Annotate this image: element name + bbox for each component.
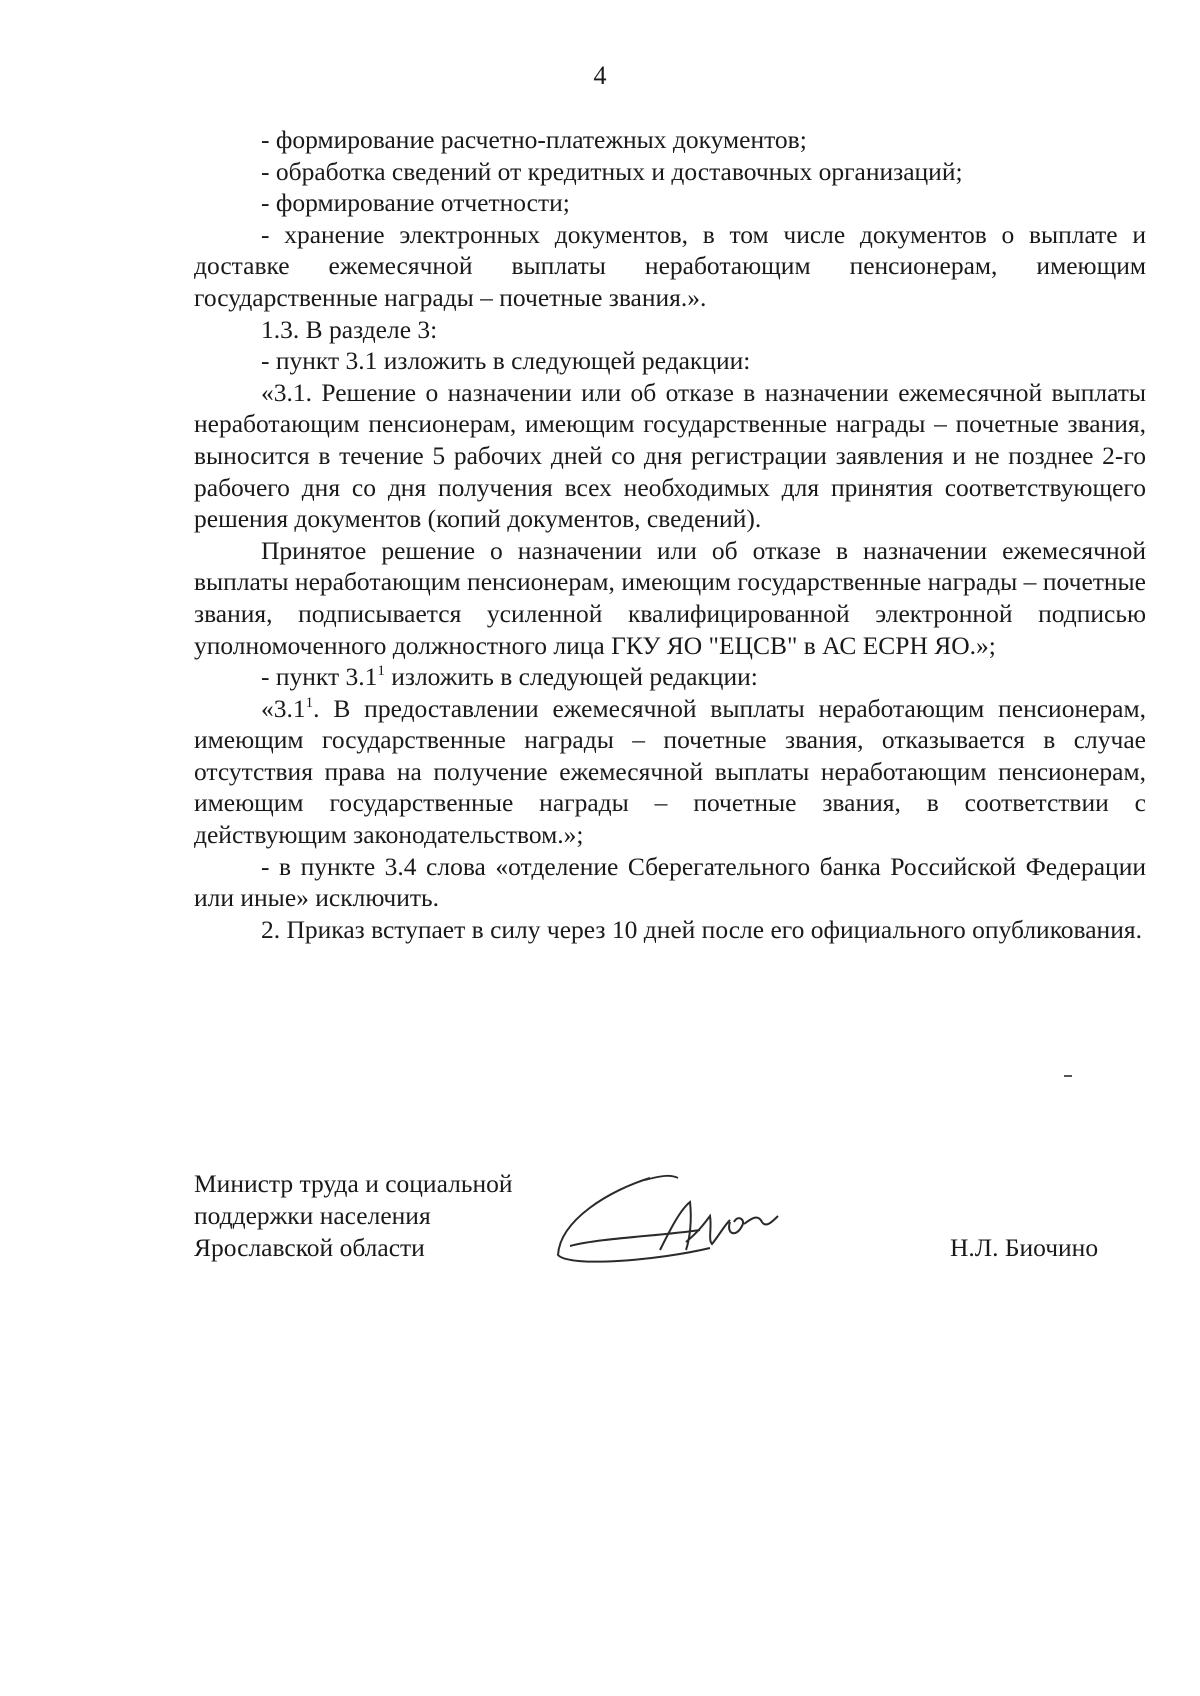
paragraph-item-storage: - хранение электронных документов, в том числе документов о выплате и доставке ежемесячной выплаты неработающим пенсионерам, имеющим государственные награды – почетные звания.». [194,219,1146,312]
signer-name: Н.Л. Биочино [950,1233,1099,1262]
paragraph-decision-signing: Принятое решение о назначении или об отказе в назначении ежемесячной выплаты неработающим пенсионерам, имеющим государственные награды – почетные звания, подписывается усиленной квалифицированной электронной подписью уполномоченного должностного лица ГКУ ЯО "ЕЦСВ" в АС ЕСРН ЯО.»; [194,535,1146,660]
scan-speck [1064,1075,1072,1077]
page-number: 4 [593,61,607,90]
handwritten-signature [540,1150,800,1280]
section-heading-1-3: 1.3. В разделе 3: [261,314,438,344]
signatory-title [194,1168,554,1264]
clause-text: «3.1 [261,693,306,723]
superscript: 1 [377,663,385,680]
clause-text: . В предоставлении ежемесячной выплаты неработающим пенсионерам, имеющим государственные награды – почетные звания, отказывается в случае отсутствия права на получение ежемесячной выплаты неработающим пенсионерам, имеющим государственные награды – почетные звания, в соответствии с действующим законодательством.»; [194,693,1146,850]
superscript: 1 [305,694,314,711]
paragraph-clause-3-1-1-intro [194,661,1146,693]
paragraph-clause-3-1-text: «3.1. Решение о назначении или об отказе в назначении ежемесячной выплаты неработающим пенсионерам, имеющим государственные награды – почетные звания, выносится в течение 5 рабочих дней со дня регистрации заявления и не позднее 2-го рабочего дня со дня получения всех необходимых для принятия соответствующего решения документов (копий документов, сведений). [194,377,1146,534]
paragraph-item-credit-orgs: - обработка сведений от кредитных и доставочных организаций; [261,156,963,186]
paragraph-clause-3-1-1-text [194,693,1146,851]
signatory-title-line: поддержки населения [194,1201,431,1230]
clause-text: изложить в следующей редакции: [384,662,758,692]
signatory-title-line: Министр труда и социальной [194,1169,513,1198]
document-body [194,124,1146,945]
clause-text: - пункт 3.1 [261,662,378,692]
paragraph-item-reporting: - формирование отчетности; [261,188,570,218]
paragraph-clause-3-4: - в пункте 3.4 слова «отделение Сберегательного банка Российской Федерации или иные» исключить. [194,851,1146,913]
paragraph-clause-3-1-intro: - пункт 3.1 изложить в следующей редакции: [261,346,751,376]
paragraph-item-payment-docs: - формирование расчетно-платежных документов; [261,125,807,154]
signatory-title-line: Ярославской области [194,1233,425,1262]
paragraph-entry-into-force: 2. Приказ вступает в силу через 10 дней после его официального опубликования. [261,914,1142,944]
